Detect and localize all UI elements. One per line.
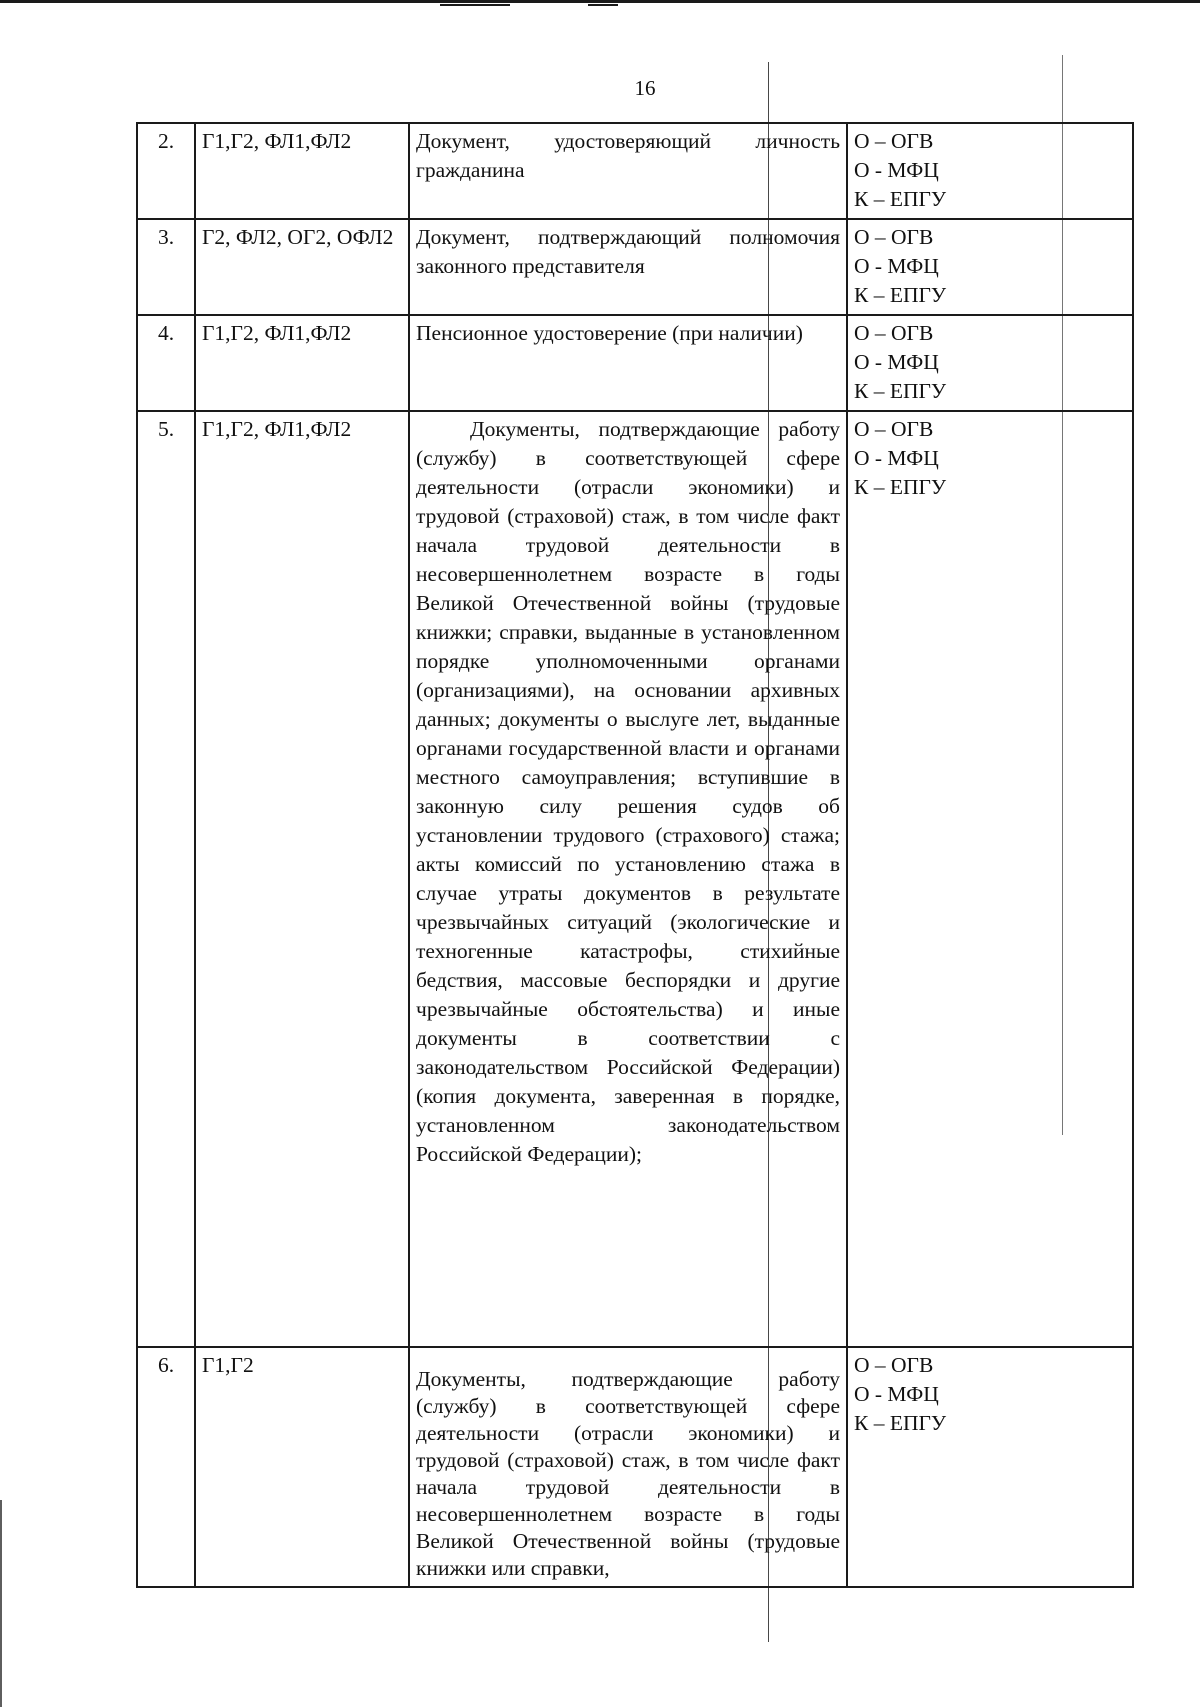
method-item: К – ЕПГУ (854, 1411, 947, 1435)
scan-edge-line (440, 4, 510, 6)
row-number: 2. (137, 123, 195, 219)
method-item: О - МФЦ (854, 1382, 939, 1406)
document-description: Документ, подтверждающий полномочия законного представителя (409, 219, 847, 315)
table-row (137, 219, 1133, 315)
method-item: О – ОГВ (854, 129, 934, 153)
document-description: Документы, подтверждающие работу (службу) в соответствующей сфере деятельности (отрасли экономики) и трудовой (страховой) стаж, в том числе факт начала трудовой деятельности в несовершеннолетнем возрасте в годы Великой Отечественной войны (трудовые книжки или справки, (409, 1347, 847, 1587)
document-description: Пенсионное удостоверение (при наличии) (409, 315, 847, 411)
submission-methods (847, 1347, 1133, 1587)
method-item: К – ЕПГУ (854, 379, 947, 403)
method-item: О - МФЦ (854, 350, 939, 374)
table-row (137, 123, 1133, 219)
document-description-text: Документы, подтверждающие работу (службу) в соответствующей сфере деятельности (отрасли экономики) и трудовой (страховой) стаж, в том числе факт начала трудовой деятельности в несовершеннолетнем возрасте в годы Великой Отечественной войны (трудовые книжки; справки, выданные в установленном порядке уполномоченными органами (организациями), на основании архивных данных; документы о выслуге лет, выданные органами государственной власти и органами местного самоуправления; вступившие в законную силу решения судов об установлении трудового (страхового) стажа; акты комиссий по установлению стажа в случае утраты документов в результате чрезвычайных ситуаций (экологические и техногенные катастрофы, стихийные бедствия, массовые беспорядки и другие чрезвычайные обстоятельства) и иные документы в соответствии с законодательством Российской Федерации) (копия документа, заверенная в порядке, установленном законодательством Российской Федерации); (416, 417, 840, 1166)
scan-edge-line (588, 4, 618, 6)
method-item: О – ОГВ (854, 1353, 934, 1377)
method-item: К – ЕПГУ (854, 187, 947, 211)
document-description: Документ, удостоверяющий личность гражданина (409, 123, 847, 219)
row-number: 6. (137, 1347, 195, 1587)
submission-methods (847, 219, 1133, 315)
applicant-categories: Г1,Г2, ФЛ1,ФЛ2 (195, 411, 409, 1347)
scan-edge-line (0, 1500, 2, 1707)
method-item: О – ОГВ (854, 321, 934, 345)
row-number: 3. (137, 219, 195, 315)
method-item: О – ОГВ (854, 225, 934, 249)
applicant-categories: Г1,Г2, ФЛ1,ФЛ2 (195, 123, 409, 219)
row-number: 5. (137, 411, 195, 1347)
documents-table (136, 122, 1134, 1588)
applicant-categories: Г2, ФЛ2, ОГ2, ОФЛ2 (195, 219, 409, 315)
method-item: О - МФЦ (854, 446, 939, 470)
submission-methods (847, 123, 1133, 219)
method-item: К – ЕПГУ (854, 475, 947, 499)
page-number: 16 (634, 76, 656, 100)
row-number: 4. (137, 315, 195, 411)
method-item: К – ЕПГУ (854, 283, 947, 307)
scan-edge-line (0, 0, 1200, 3)
applicant-categories: Г1,Г2 (195, 1347, 409, 1587)
document-description (409, 411, 847, 1347)
method-item: О - МФЦ (854, 158, 939, 182)
table-row (137, 315, 1133, 411)
method-item: О - МФЦ (854, 254, 939, 278)
table-row (137, 411, 1133, 1347)
submission-methods (847, 411, 1133, 1347)
submission-methods (847, 315, 1133, 411)
applicant-categories: Г1,Г2, ФЛ1,ФЛ2 (195, 315, 409, 411)
method-item: О – ОГВ (854, 417, 934, 441)
table-row (137, 1347, 1133, 1587)
